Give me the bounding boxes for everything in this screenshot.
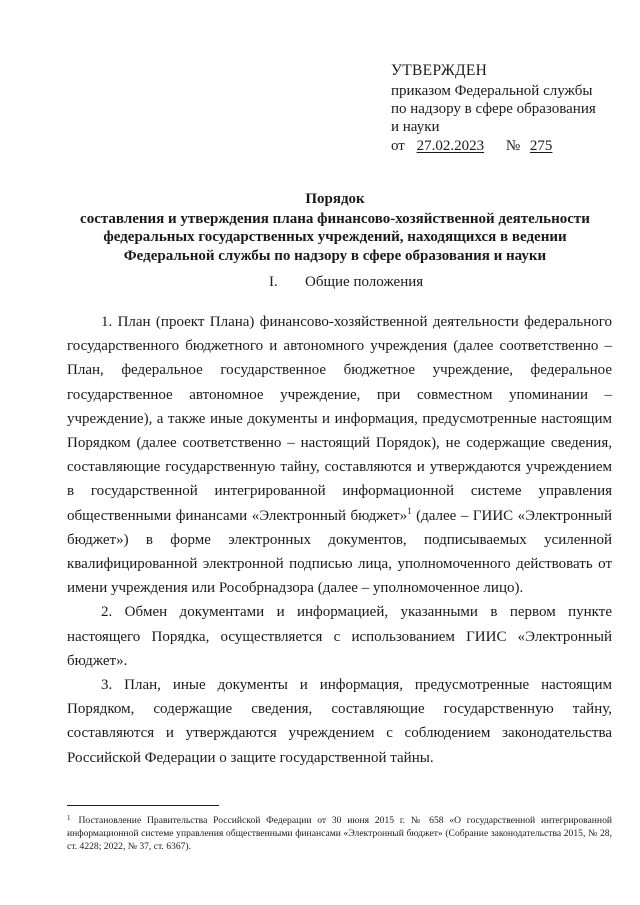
paragraph-3: 3. План, иные документы и информация, предусмотренные настоящим Порядком, содержащие сведения, составляющие государственную тайну, составляются и утверждаются учреждением с соблюдением законодательства Российской Федерации о защите государственной тайны. — [67, 677, 612, 766]
document-subtitle-line-3: Федеральной службы по надзору в сфере образования и науки — [123, 247, 547, 264]
paragraph-1 — [67, 310, 612, 600]
date-prefix: от — [391, 138, 405, 154]
approval-number: 275 — [529, 138, 553, 154]
footnote-text: Постановление Правительства Российской Федерации от 30 июня 2015 г. № 658 «О государственной интегрированной информационной системе управления общественными финансами «Электронный бюджет» (Собрание законодательства 2015, № 28, ст. 4228; 2022, № 37, ст. 6367). — [67, 815, 612, 852]
paragraph-2: 2. Обмен документами и информацией, указанными в первом пункте настоящего Порядка, осуществляется с использованием ГИИС «Электронный бюджет». — [67, 604, 612, 669]
approval-line-1: приказом Федеральной службы — [391, 83, 593, 99]
document-subtitle-line-2: федеральных государственных учреждений, находящихся в ведении — [103, 229, 567, 245]
paragraph-1-part-a: 1. План (проект Плана) финансово-хозяйственной деятельности федерального государственного бюджетного и автономного учреждения (далее соответственно – План, федеральное государственное бюджетное учреждение, федеральное государственное автономное учреждение, при совместном упоминании – учреждение), а также иные документы и информация, предусмотренные настоящим Порядком (далее соответственно – настоящий Порядок), не содержащие сведения, составляющие государственную тайну, составляются и утверждаются учреждением в государственной интегрированной информационной системе управления общественными финансами «Электронный бюджет» — [67, 314, 612, 524]
paragraph-1-part-b: (далее – ГИИС «Электронный бюджет») в форме электронных документов, подписываемых усиленной квалифицированной электронной подписью лица, уполномоченного действовать от имени учреждения или Рособрнадзора (далее – уполномоченное лицо). — [67, 507, 612, 597]
footnote-reference: 1 — [407, 505, 412, 516]
document-subtitle-line-1: составления и утверждения плана финансово-хозяйственной деятельности — [80, 210, 590, 227]
footnote-divider — [67, 805, 219, 806]
number-sign: № — [505, 138, 521, 154]
document-body — [67, 310, 612, 770]
document-heading — [60, 190, 610, 265]
section-title: Общие положения — [305, 274, 424, 290]
approval-line-2: по надзору в сфере образования — [391, 101, 596, 117]
approval-title: УТВЕРЖДЕН — [391, 62, 488, 79]
section-number: I. — [269, 274, 278, 290]
footnote — [67, 812, 612, 853]
approval-date: 27.02.2023 — [416, 138, 485, 154]
approval-block — [391, 62, 621, 155]
approval-line-3: и науки — [391, 119, 440, 135]
footnote-mark: 1 — [67, 814, 71, 822]
approval-date-line — [391, 137, 621, 155]
document-title: Порядок — [305, 191, 365, 207]
